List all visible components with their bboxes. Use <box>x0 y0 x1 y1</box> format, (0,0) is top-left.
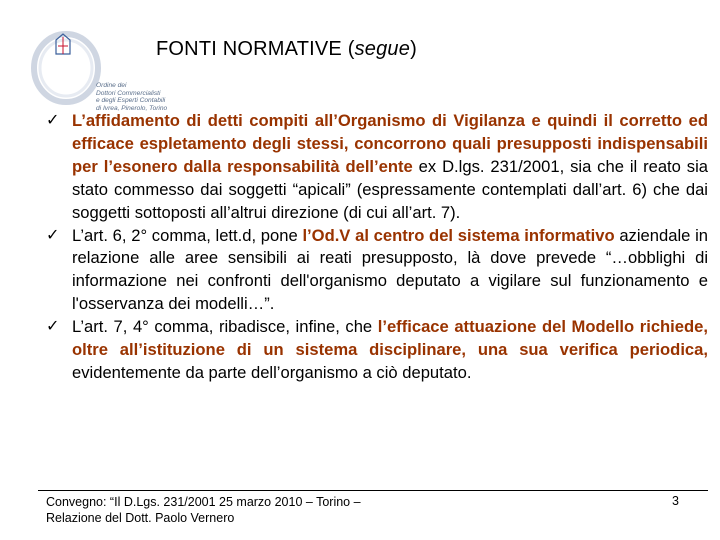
logo-text: Ordine dei Dottori Commercialisti e degli Esperti Contabili di Ivrea, Pinerolo, Torino <box>96 82 168 112</box>
bullet-list <box>46 110 708 385</box>
checkmark-icon: ✓ <box>46 226 60 244</box>
footer-divider <box>38 490 708 491</box>
footer-line-2: Relazione del Dott. Paolo Vernero <box>46 511 235 525</box>
logo <box>28 24 168 112</box>
page-title: FONTI NORMATIVE (segue) <box>156 38 417 60</box>
footer-line-1: Convegno: “Il D.Lgs. 231/2001 25 marzo 2010 – Torino – <box>46 495 361 509</box>
page-title-italic: segue <box>354 38 411 60</box>
page-number: 3 <box>672 494 679 508</box>
checkmark-icon: ✓ <box>46 112 60 129</box>
bullet-item: ✓ L’affidamento di detti compiti all’Organismo di Vigilanza e quindi il corretto ed efficace espletamento degli stessi, concorrono quali presupposti indispensabili per l’esonero dalla responsabilità dell’ente ex D.lgs. 231/2001, sia che il reato sia stato commesso dai soggetti “apicali” (espressamente contemplati dall’art. 6) che dai soggetti sottoposti all’altrui direzione (di cui all’art. 7). <box>46 111 708 222</box>
bullet-item: ✓ L’art. 7, 4° comma, ribadisce, infine, che l’efficace attuazione del Modello richiede, oltre all’istituzione di un sistema disciplinare, una sua verifica periodica, evidentemente da parte dell’organismo a ciò deputato. <box>46 317 708 382</box>
footer-text <box>46 494 361 526</box>
checkmark-icon: ✓ <box>46 318 60 336</box>
bullet-item: ✓ L’art. 6, 2° comma, lett.d, pone l’Od.V al centro del sistema informativo aziendale in relazione alle aree sensibili ai reati presupposto, là dove prevede “…obblighi di informazione nei confronti dell'organismo deputato a vigilare sul funzionamento e l'osservanza dei modelli…”. <box>46 225 708 314</box>
